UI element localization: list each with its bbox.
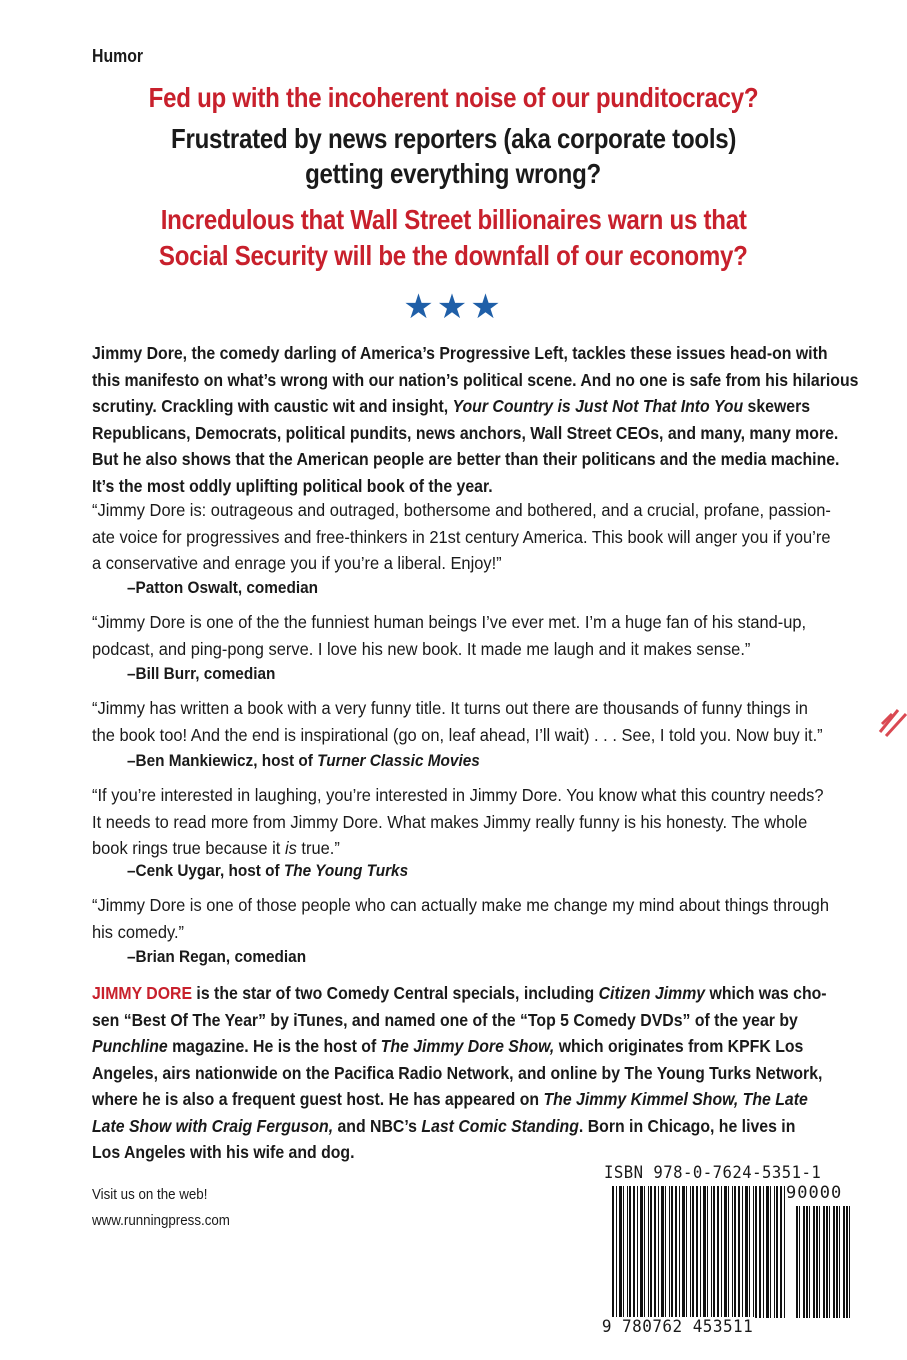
quote-ben-mankiewicz	[92, 695, 848, 748]
headline-2: Frustrated by news reporters (aka corporate tools)	[170, 123, 737, 154]
quote-line: ate voice for progressives and free-thinkers in 21st century America. This book will anger you if you’re	[92, 526, 831, 547]
isbn-number: ISBN 978-0-7624-5351-1	[604, 1163, 822, 1183]
author-name: JIMMY DORE	[92, 983, 193, 1003]
attribution-cenk-uygar: –Cenk Uygar, host of The Young Turks	[127, 862, 409, 880]
attribution-ben-mankiewicz: –Ben Mankiewicz, host of Turner Classic Movies	[127, 752, 480, 770]
headline-4: Incredulous that Wall Street billionaires warn us that	[160, 204, 747, 235]
barcode-bars	[612, 1186, 786, 1318]
quote-patton-oswalt	[92, 497, 848, 577]
stars-divider: ★★★	[403, 287, 504, 327]
blurb-line: Republicans, Democrats, political pundits, news anchors, Wall Street CEOs, and many, many more.	[92, 422, 839, 443]
barcode-addon-bars	[796, 1206, 852, 1318]
quote-line: “Jimmy Dore is: outrageous and outraged, bothersome and bothered, and a crucial, profane, passion-	[92, 500, 831, 520]
author-bio: JIMMY DORE is the star of two Comedy Central specials, including Citizen Jimmy which was cho- sen “Best Of The Year” by iTunes, and named one of the “Top 5 Comedy DVDs” of the year by Punchline magazine. He is the host of The Jimmy Dore Show, which originates from KPFK Los Angeles, airs nationwide on the Pacifica Radio Network, and online by The Young Turks Network, where he is also a frequent guest host. He has appeared on The Jimmy Kimmel Show, The Late Late Show with Craig Ferguson, and NBC’s Last Comic Standing. Born in Chicago, he lives in Los Angeles with his wife and dog.	[92, 983, 827, 1162]
headline-1: Fed up with the incoherent noise of our punditocracy?	[148, 82, 759, 113]
quote-line: book rings true because it is true.”	[92, 838, 340, 858]
headline-3: getting everything wrong?	[305, 158, 602, 189]
attribution-patton-oswalt: –Patton Oswalt, comedian	[127, 579, 319, 597]
quote-cenk-uygar	[92, 782, 848, 862]
quote-line: a conservative and enrage you if you’re a liberal. Enjoy!”	[92, 553, 502, 573]
blurb-line: Jimmy Dore, the comedy darling of America’s Progressive Left, tackles these issues head-on with	[92, 343, 828, 363]
quote-line: It needs to read more from Jimmy Dore. What makes Jimmy really funny is his honesty. The whole	[92, 811, 808, 832]
quote-line: his comedy.”	[92, 921, 185, 942]
quote-line: “Jimmy has written a book with a very funny title. It turns out there are thousands of funny things in	[92, 698, 808, 718]
blurb-line: this manifesto on what’s wrong with our nation’s political scene. And no one is safe from his hilarious	[92, 369, 859, 390]
quote-line: the book too! And the end is inspirational (go on, leaf ahead, I’ll wait) . . . See, I told you. Now buy it.”	[92, 724, 823, 745]
book-blurb	[92, 340, 859, 499]
publisher-url[interactable]: www.runningpress.com	[92, 1213, 230, 1229]
barcode-digits: 9 780762 453511	[601, 1317, 754, 1337]
quote-bill-burr	[92, 609, 848, 662]
price-code: 90000	[786, 1183, 843, 1203]
attribution-bill-burr: –Bill Burr, comedian	[127, 665, 276, 683]
attribution-brian-regan: –Brian Regan, comedian	[127, 948, 307, 966]
quote-line: “Jimmy Dore is one of those people who can actually make me change my mind about things through	[92, 895, 829, 915]
red-stamp-mark-icon	[876, 702, 907, 742]
blurb-line: But he also shows that the American people are better than their politicans and the media machine.	[92, 449, 840, 469]
publisher-web	[92, 1182, 230, 1234]
quote-brian-regan	[92, 892, 848, 945]
web-prompt: Visit us on the web!	[92, 1187, 208, 1203]
blurb-line: scrutiny. Crackling with caustic wit and insight, Your Country is Just Not That Into You skewers	[92, 396, 811, 416]
book-title: Your Country is Just Not That Into You	[452, 396, 744, 416]
quote-line: “Jimmy Dore is one of the the funniest human beings I’ve ever met. I’m a huge fan of his stand-up,	[92, 612, 807, 632]
quote-line: podcast, and ping-pong serve. I love his new book. It made me laugh and it makes sense.”	[92, 638, 751, 659]
quote-line: “If you’re interested in laughing, you’re interested in Jimmy Dore. You know what this country needs?	[92, 785, 824, 805]
blurb-line: It’s the most oddly uplifting political book of the year.	[92, 475, 493, 496]
headline-5: Social Security will be the downfall of our economy?	[159, 240, 748, 271]
category-label: Humor	[92, 46, 144, 66]
